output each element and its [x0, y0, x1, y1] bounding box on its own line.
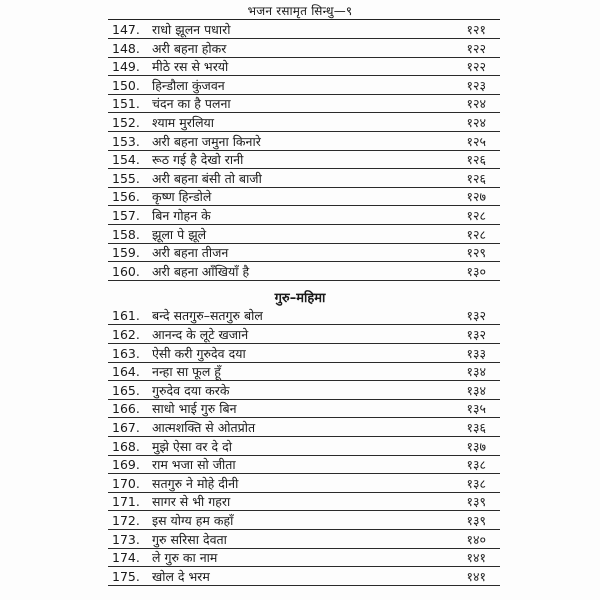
item-page-number: १२४	[466, 115, 486, 130]
list-item	[0, 326, 600, 344]
list-item	[0, 419, 600, 437]
list-item	[0, 170, 600, 188]
item-page-number: १२४	[466, 96, 486, 111]
item-title: ले गुरु का नाम	[152, 550, 218, 565]
row-divider	[108, 261, 500, 262]
item-title: श्याम मुरलिया	[152, 115, 215, 130]
item-number: 165.	[112, 383, 140, 398]
item-number: 171.	[112, 494, 140, 509]
item-number: 147.	[112, 22, 140, 37]
item-page-number: १२८	[466, 208, 486, 223]
item-title: बिन गोहन के	[152, 208, 211, 223]
item-page-number: १२८	[466, 227, 486, 242]
item-title: बन्दे सतगुरु–सतगुरु बोल	[152, 308, 263, 323]
item-page-number: १३९	[466, 494, 486, 509]
list-item	[0, 400, 600, 418]
row-divider	[108, 529, 500, 530]
item-title: अरी बहना बंसी तो बाजी	[152, 171, 262, 186]
item-page-number: १३९	[466, 513, 486, 528]
item-title: इस योग्य हम कहाँ	[152, 513, 234, 528]
item-number: 169.	[112, 457, 140, 472]
list-item	[0, 475, 600, 493]
item-number: 173.	[112, 532, 140, 547]
item-number: 153.	[112, 134, 140, 149]
item-title: रूठ गई है देखो रानी	[152, 152, 244, 167]
item-title: चंदन का है पलना	[152, 96, 231, 111]
item-page-number: १३४	[466, 364, 486, 379]
list-item	[0, 307, 600, 325]
item-number: 175.	[112, 569, 140, 584]
list-item	[0, 363, 600, 381]
item-title: अरी बहना तीजन	[152, 245, 229, 260]
item-page-number: १३५	[466, 401, 486, 416]
item-page-number: १३४	[466, 383, 486, 398]
item-page-number: १३८	[466, 457, 486, 472]
row-divider	[108, 436, 500, 437]
item-page-number: १३३	[466, 346, 486, 361]
list-item	[0, 207, 600, 225]
item-page-number: १२७	[466, 189, 486, 204]
item-title: कृष्ण हिन्डोले	[152, 189, 212, 204]
item-title: अरी बहना जमुना किनारे	[152, 134, 261, 149]
item-title: सतगुरु ने मोहे दीनी	[152, 476, 239, 491]
item-number: 149.	[112, 59, 140, 74]
item-number: 155.	[112, 171, 140, 186]
row-divider	[108, 566, 500, 567]
item-title: राधो झूलन पधारो	[152, 22, 231, 37]
item-title: अरी बहना आँखियाँ है	[152, 264, 250, 279]
item-page-number: १३६	[466, 420, 486, 435]
item-number: 163.	[112, 346, 140, 361]
list-item	[0, 40, 600, 58]
row-divider	[108, 343, 500, 344]
item-title: सागर से भी गहरा	[152, 494, 231, 509]
item-page-number: १४१	[466, 569, 486, 584]
list-item	[0, 345, 600, 363]
page-header: भजन रसामृत सिन्धु—९	[247, 4, 353, 18]
item-title: ऐसी करी गुरुदेव दया	[152, 346, 246, 361]
row-divider	[108, 585, 500, 586]
row-divider	[108, 417, 500, 418]
row-divider	[108, 380, 500, 381]
list-item	[0, 493, 600, 511]
row-divider	[108, 510, 500, 511]
item-number: 152.	[112, 115, 140, 130]
item-number: 160.	[112, 264, 140, 279]
row-divider	[108, 75, 500, 76]
item-number: 162.	[112, 327, 140, 342]
item-title: अरी बहना होकर	[152, 41, 227, 56]
item-page-number: १२९	[466, 245, 486, 260]
item-page-number: १२६	[466, 171, 486, 186]
row-divider	[108, 168, 500, 169]
item-title: गुरुदेव दया करके	[152, 383, 230, 398]
item-number: 164.	[112, 364, 140, 379]
list-item	[0, 263, 600, 281]
list-item	[0, 244, 600, 262]
item-title: मुझे ऐसा वर दे दो	[152, 439, 232, 454]
item-page-number: १३८	[466, 476, 486, 491]
row-divider	[108, 131, 500, 132]
list-item	[0, 21, 600, 39]
item-number: 168.	[112, 439, 140, 454]
row-divider	[108, 205, 500, 206]
item-page-number: १४०	[466, 532, 486, 547]
list-item	[0, 95, 600, 113]
item-page-number: १३२	[466, 308, 486, 323]
row-divider	[108, 38, 500, 39]
item-title: मीठे रस से भरयो	[152, 59, 229, 74]
item-number: 167.	[112, 420, 140, 435]
row-divider	[108, 473, 500, 474]
item-title: हिन्डौला कुंजवन	[152, 78, 225, 93]
item-number: 159.	[112, 245, 140, 260]
item-number: 148.	[112, 41, 140, 56]
row-divider	[108, 280, 500, 281]
item-number: 158.	[112, 227, 140, 242]
item-number: 172.	[112, 513, 140, 528]
list-item	[0, 456, 600, 474]
row-divider	[108, 224, 500, 225]
item-number: 174.	[112, 550, 140, 565]
item-page-number: १२३	[466, 78, 486, 93]
item-page-number: १२६	[466, 152, 486, 167]
list-item	[0, 549, 600, 567]
list-item	[0, 114, 600, 132]
item-title: गुरु सरिसा देवता	[152, 532, 227, 547]
item-title: आनन्द के लूटे खजाने	[152, 327, 249, 342]
item-title: नन्हा सा फूल हूँ	[152, 364, 221, 379]
list-item	[0, 568, 600, 586]
row-divider	[108, 112, 500, 113]
list-item	[0, 77, 600, 95]
row-divider	[108, 324, 500, 325]
item-page-number: १४१	[466, 550, 486, 565]
list-item	[0, 512, 600, 530]
list-item	[0, 133, 600, 151]
item-number: 151.	[112, 96, 140, 111]
item-number: 170.	[112, 476, 140, 491]
section-heading: गुरु–महिमा	[274, 291, 326, 306]
item-title: साधो भाई गुरु बिन	[152, 401, 237, 416]
item-page-number: १३०	[466, 264, 486, 279]
list-item	[0, 226, 600, 244]
item-page-number: १२१	[466, 22, 486, 37]
item-number: 154.	[112, 152, 140, 167]
item-title: राम भजा सो जीता	[152, 457, 236, 472]
item-page-number: १२५	[466, 134, 486, 149]
list-item	[0, 188, 600, 206]
item-page-number: १२२	[466, 41, 486, 56]
header-rule	[108, 19, 500, 20]
item-page-number: १३७	[466, 439, 486, 454]
item-title: झूला पे झूले	[152, 227, 207, 242]
item-page-number: १२२	[466, 59, 486, 74]
item-number: 150.	[112, 78, 140, 93]
list-item	[0, 531, 600, 549]
item-title: आत्मशक्ति से ओतप्रोत	[152, 420, 256, 435]
item-title: खोल दे भरम	[152, 569, 210, 584]
item-number: 161.	[112, 308, 140, 323]
item-number: 156.	[112, 189, 140, 204]
list-item	[0, 382, 600, 400]
list-item	[0, 438, 600, 456]
list-item	[0, 58, 600, 76]
list-item	[0, 151, 600, 169]
item-page-number: १३२	[466, 327, 486, 342]
item-number: 157.	[112, 208, 140, 223]
item-number: 166.	[112, 401, 140, 416]
